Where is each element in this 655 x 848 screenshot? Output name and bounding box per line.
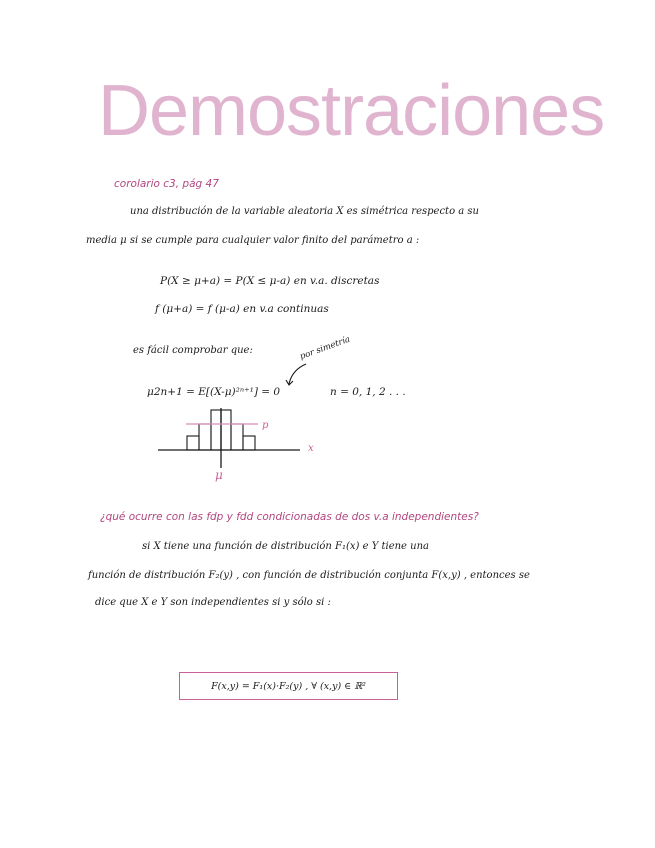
bar-4 xyxy=(221,410,231,450)
paragraph1-line2: media μ si se cumple para cualquier valor finito del parámetro a : xyxy=(86,235,420,246)
paragraph2-line1: si X tiene una función de distribución F₁(x) e Y tiene una xyxy=(142,541,429,552)
symmetry-arrow xyxy=(284,360,314,390)
histogram-bars xyxy=(187,410,255,450)
paragraph2-line3: dice que X e Y son independientes si y sólo si : xyxy=(95,597,331,608)
page-title: Demostraciones xyxy=(98,71,605,151)
label-p: p xyxy=(262,420,269,431)
label-mu: μ xyxy=(215,468,223,482)
bar-3 xyxy=(211,410,221,450)
label-x: x xyxy=(308,443,314,454)
bar-2 xyxy=(199,424,211,450)
question-heading: ¿qué ocurre con las fdp y fdd condicionadas de dos v.a independientes? xyxy=(100,511,479,523)
easy-check-text: es fácil comprobar que: xyxy=(133,345,253,356)
reference-label: corolario c3, pág 47 xyxy=(114,178,219,190)
boxed-formula: F(x,y) = F₁(x)·F₂(y) , ∀ (x,y) ∈ ℝ² xyxy=(179,672,398,700)
bar-1 xyxy=(187,436,199,450)
n-values: n = 0, 1, 2 . . . xyxy=(330,386,406,398)
symmetric-histogram xyxy=(150,400,320,480)
symmetry-note: por simetría xyxy=(298,334,352,362)
bar-5 xyxy=(231,424,243,450)
bar-6 xyxy=(243,436,255,450)
formula-discrete: P(X ≥ μ+a) = P(X ≤ μ-a) en v.a. discretas xyxy=(160,275,380,287)
moment-formula: μ2n+1 = E[(X-μ)²ⁿ⁺¹] = 0 xyxy=(147,386,281,398)
paragraph2-line2: función de distribución F₂(y) , con función de distribución conjunta F(x,y) , entonces se xyxy=(88,570,530,581)
paragraph1-line1: una distribución de la variable aleatoria X es simétrica respecto a su xyxy=(130,206,479,217)
formula-continuous: f (μ+a) = f (μ-a) en v.a continuas xyxy=(155,303,329,315)
